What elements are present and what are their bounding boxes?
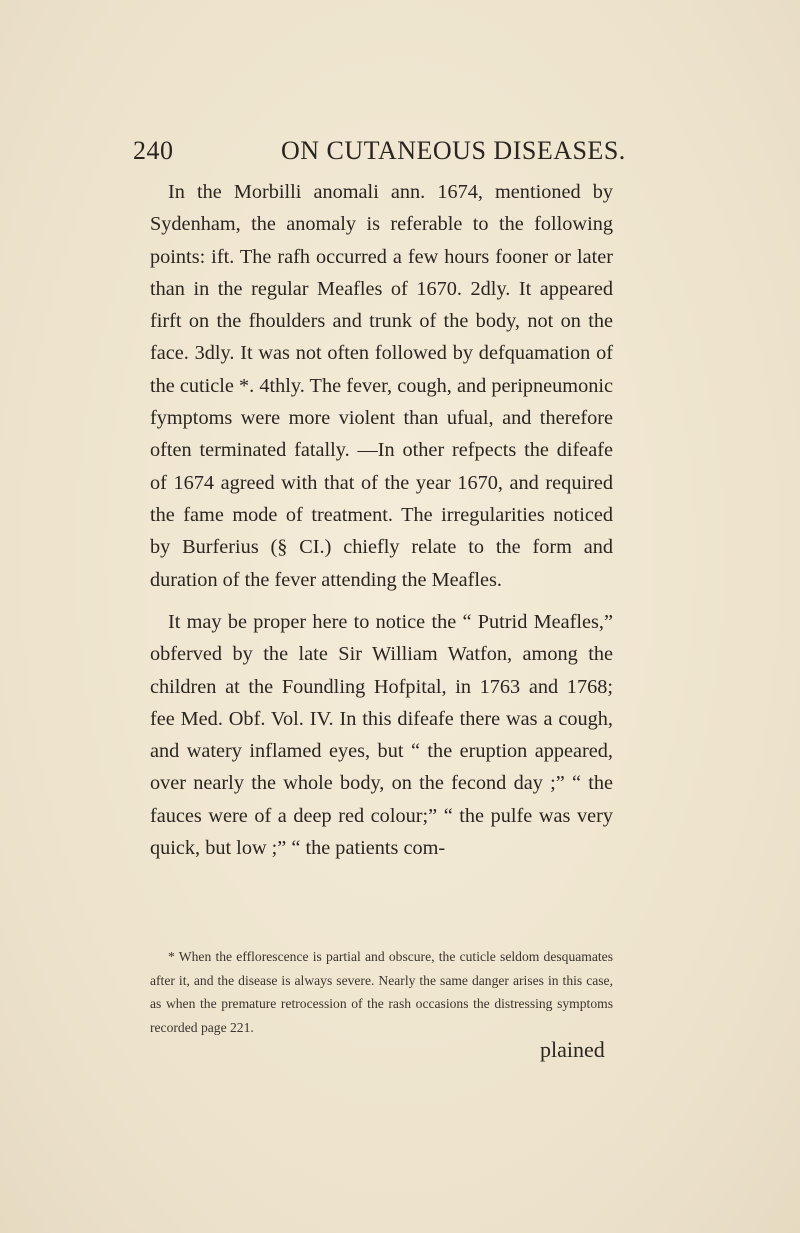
page-header [133,136,626,172]
paragraph-1: In the Morbilli anomali ann. 1674, mentioned by Sydenham, the anomaly is referable to the following points: ift. The rafh occurred a few hours fooner or later than in the regular Meafles of 1670. 2dly. It appeared firft on the fhoulders and trunk of the body, not on the face. 3dly. It was not often followed by defquamation of the cuticle *. 4thly. The fever, cough, and peripneumonic fymptoms were more violent than ufual, and therefore often terminated fatally. —In other refpects the difeafe of 1674 agreed with that of the year 1670, and required the fame mode of treatment. The irregularities noticed by Burferius (§ CI.) chiefly relate to the form and duration of the fever attending the Meafles. [150,181,613,591]
paragraph-2: It may be proper here to notice the “ Putrid Meafles,” obferved by the late Sir William Watfon, among the children at the Foundling Hofpital, in 1763 and 1768; fee Med. Obf. Vol. IV. In this difeafe there was a cough, and watery inflamed eyes, but “ the eruption appeared, over nearly the whole body, on the fecond day ;” “ the fauces were of a deep red colour;” “ the pulfe was very quick, but low ;” “ the patients com- [150,611,613,860]
footnote: * When the efflorescence is partial and obscure, the cuticle seldom desquamates after it, and the disease is always severe. Nearly the same danger arises in this case, as when the premature retrocession of the rash occasions the distressing symptoms recorded page 221. [150,949,613,1035]
running-head: ON CUTANEOUS DISEASES. [281,136,626,165]
page-number: 240 [133,136,174,165]
catchword: plained [540,1037,605,1062]
